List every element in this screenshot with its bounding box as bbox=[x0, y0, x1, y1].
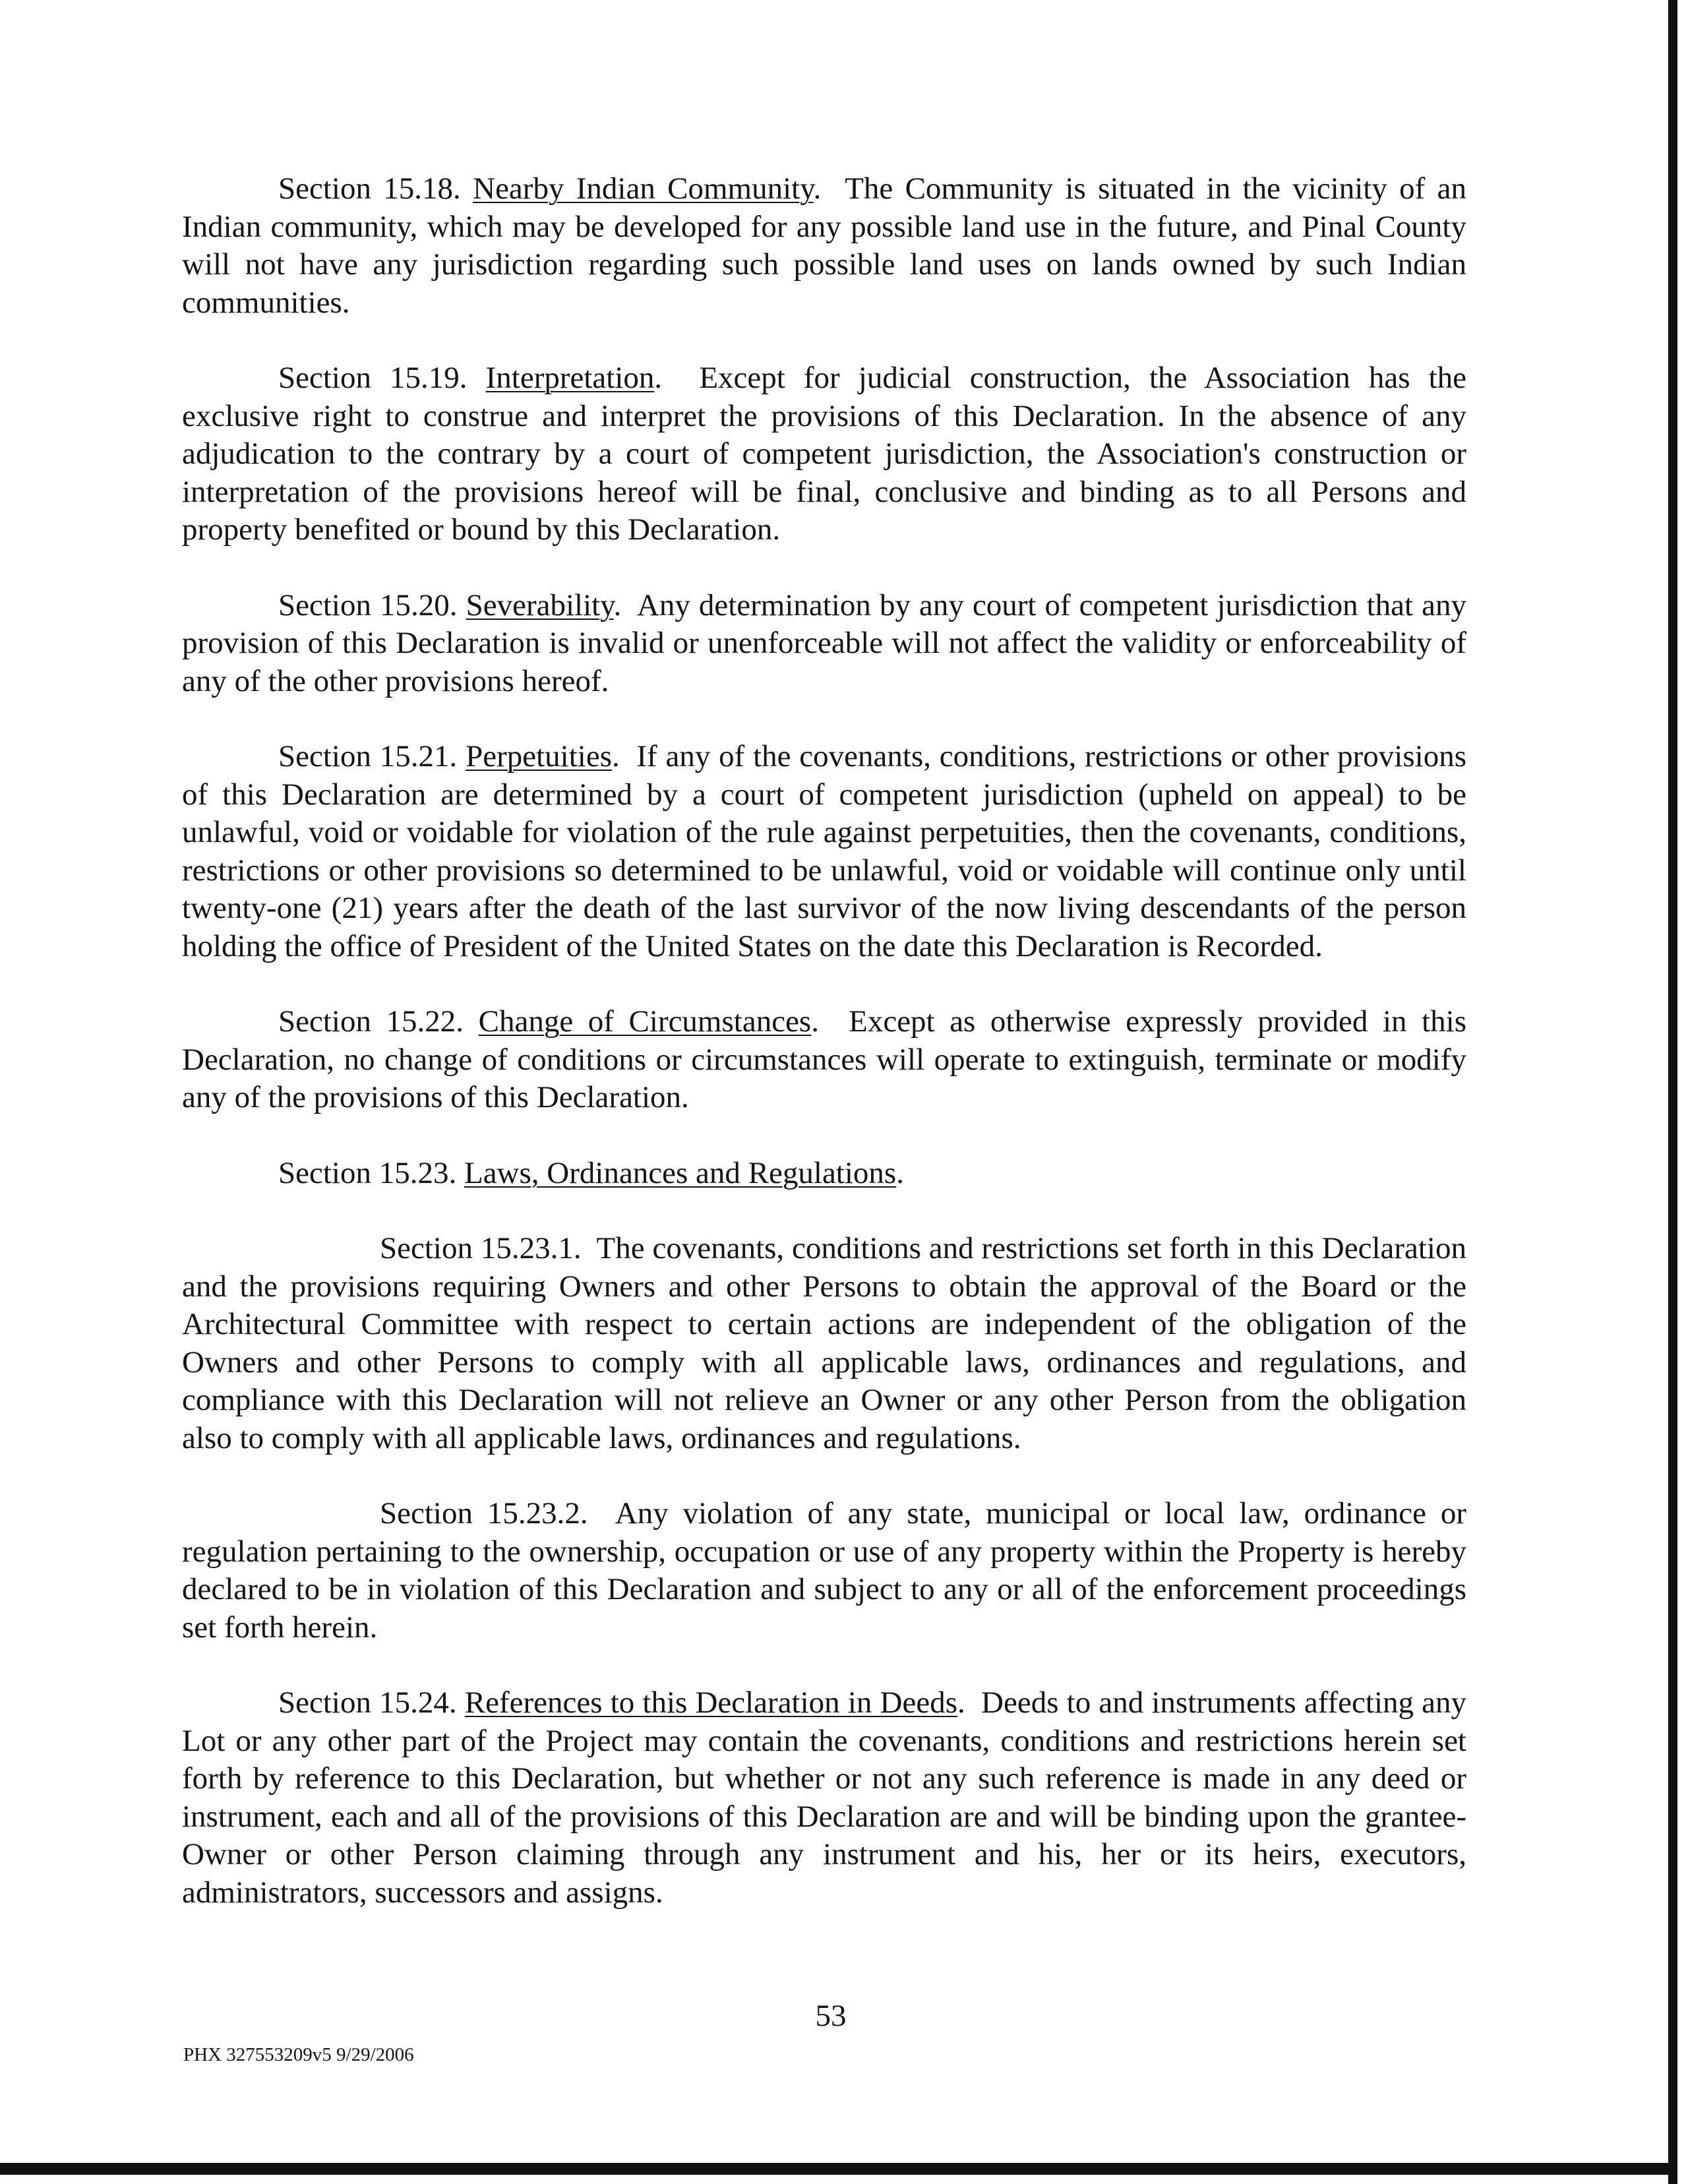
section-body: If any of the covenants, conditions, restrictions or other provisions of this Declaration are determined by a court of competent jurisdiction (upheld on appeal) to be unlawful, void or voidable for violation of the rule against perpetuities, then the covenants, conditions, restrictions or other provisions so determined to be unlawful, void or voidable will continue only until twenty-one (21) years after the death of the last survivor of the now living descendants of the person holding the office of President of the United States on the date this Declaration is Recorded. bbox=[182, 739, 1466, 963]
section-number: Section 15.23.2. bbox=[380, 1496, 588, 1531]
document-body bbox=[182, 170, 1466, 1949]
section-body: Except for judicial construction, the Association has the exclusive right to construe and interpret the provisions of this Declaration. In the absence of any adjudication to the contrary by a court of competent jurisdiction, the Association's construction or interpretation of the provisions hereof will be final, conclusive and binding as to all Persons and property benefited or bound by this Declaration. bbox=[182, 361, 1467, 547]
section-title: Interpretation bbox=[485, 361, 655, 395]
section-15-22: Section 15.22. Change of Circumstances. Except as otherwise expressly provided in this Declaration, no change of conditions or circumstances will operate to extinguish, terminate or modify any of the provisions of this Declaration. bbox=[182, 1004, 1466, 1114]
section-15-19: Section 15.19. Interpretation. Except for judicial construction, the Association has the exclusive right to construe and interpret the provisions of this Declaration. In the absence of any adjudication to the contrary by a court of competent jurisdiction, the Association's construction or interpretation of the provisions hereof will be final, conclusive and binding as to all Persons and property benefited or bound by this Declaration. bbox=[182, 361, 1467, 547]
section-15-21: Section 15.21. Perpetuities. If any of the covenants, conditions, restrictions or other provisions of this Declaration are determined by a court of competent jurisdiction (upheld on appeal) to be unlawful, void or voidable for violation of the rule against perpetuities, then the covenants, conditions, restrictions or other provisions so determined to be unlawful, void or voidable will continue only until twenty-one (21) years after the death of the last survivor of the now living descendants of the person holding the office of President of the United States on the date this Declaration is Recorded. bbox=[182, 739, 1466, 963]
scan-bottom-edge bbox=[0, 2163, 1677, 2175]
section-body: Any determination by any court of competent jurisdiction that any provision of this Declaration is invalid or unenforceable will not affect the validity or enforceability of any of the other provisions hereof. bbox=[182, 588, 1466, 698]
section-title: Severability bbox=[466, 588, 614, 622]
section-body: Any violation of any state, municipal or local law, ordinance or regulation pertaining to the ownership, occupation or use of any property within the Property is hereby declared to be in violation of this Declaration and subject to any or all of the enforcement proceedings set forth herein. bbox=[182, 1496, 1466, 1645]
section-15-23-2 bbox=[182, 1495, 1466, 1647]
section-number: Section 15.21. bbox=[278, 739, 458, 774]
section-body: The covenants, conditions and restrictions set forth in this Declaration and the provisions requiring Owners and other Persons to obtain the approval of the Board or the Architectural Committee with respect to certain actions are independent of the obligation of the Owners and other Persons to comply with all applicable laws, ordinances and regulations, and compliance with this Declaration will not relieve an Owner or any other Person from the obligation also to comply with all applicable laws, ordinances and regulations. bbox=[182, 1231, 1466, 1455]
section-body: The Community is situated in the vicinity of an Indian community, which may be developed for any possible land use in the future, and Pinal County will not have any jurisdiction regarding such possible land uses on lands owned by such Indian communities. bbox=[182, 171, 1466, 320]
section-number: Section 15.18. bbox=[278, 171, 461, 206]
section-number: Section 15.20. bbox=[278, 588, 458, 622]
section-body: Deeds to and instruments affecting any Lot or any other part of the Project may contain the covenants, conditions and restrictions herein set forth by reference to this Declaration, but whether or not any such reference is made in any deed or instrument, each and all of the provisions of this Declaration are and will be binding upon the grantee-Owner or other Person claiming through any instrument and his, her or its heirs, executors, administrators, successors and assigns. bbox=[182, 1685, 1467, 1910]
scan-right-edge bbox=[1668, 0, 1677, 2184]
section-number: Section 15.23.1. bbox=[380, 1231, 582, 1265]
section-15-23: Section 15.23. Laws, Ordinances and Regulations. bbox=[278, 1155, 904, 1190]
section-number: Section 15.22. bbox=[278, 1004, 464, 1039]
section-title: References to this Declaration in Deeds bbox=[464, 1685, 957, 1720]
section-number: Section 15.19. bbox=[278, 361, 467, 395]
section-title: Nearby Indian Community bbox=[473, 171, 814, 206]
section-15-24: Section 15.24. References to this Declaration in Deeds. Deeds to and instruments affecting any Lot or any other part of the Project may contain the covenants, conditions and restrictions herein set forth by reference to this Declaration, but whether or not any such reference is made in any deed or instrument, each and all of the provisions of this Declaration are and will be binding upon the grantee-Owner or other Person claiming through any instrument and his, her or its heirs, executors, administrators, successors and assigns. bbox=[182, 1685, 1467, 1910]
section-15-18: Section 15.18. Nearby Indian Community. The Community is situated in the vicinity of an Indian community, which may be developed for any possible land use in the future, and Pinal County will not have any jurisdiction regarding such possible land uses on lands owned by such Indian communities. bbox=[182, 171, 1466, 320]
section-title: Perpetuities bbox=[466, 739, 612, 774]
document-id: PHX 327553209v5 9/29/2006 bbox=[183, 2044, 414, 2065]
section-15-23-1 bbox=[182, 1230, 1466, 1457]
section-title: Change of Circumstances bbox=[478, 1004, 812, 1039]
page-number: 53 bbox=[815, 1999, 847, 2033]
section-body: Except as otherwise expressly provided in this Declaration, no change of conditions or circumstances will operate to extinguish, terminate or modify any of the provisions of this Declaration. bbox=[182, 1004, 1466, 1114]
section-number: Section 15.23. bbox=[278, 1155, 457, 1190]
section-number: Section 15.24. bbox=[278, 1685, 457, 1720]
section-15-20: Section 15.20. Severability. Any determination by any court of competent jurisdiction that any provision of this Declaration is invalid or unenforceable will not affect the validity or enforceability of any of the other provisions hereof. bbox=[182, 588, 1466, 698]
section-title: Laws, Ordinances and Regulations bbox=[464, 1155, 897, 1190]
